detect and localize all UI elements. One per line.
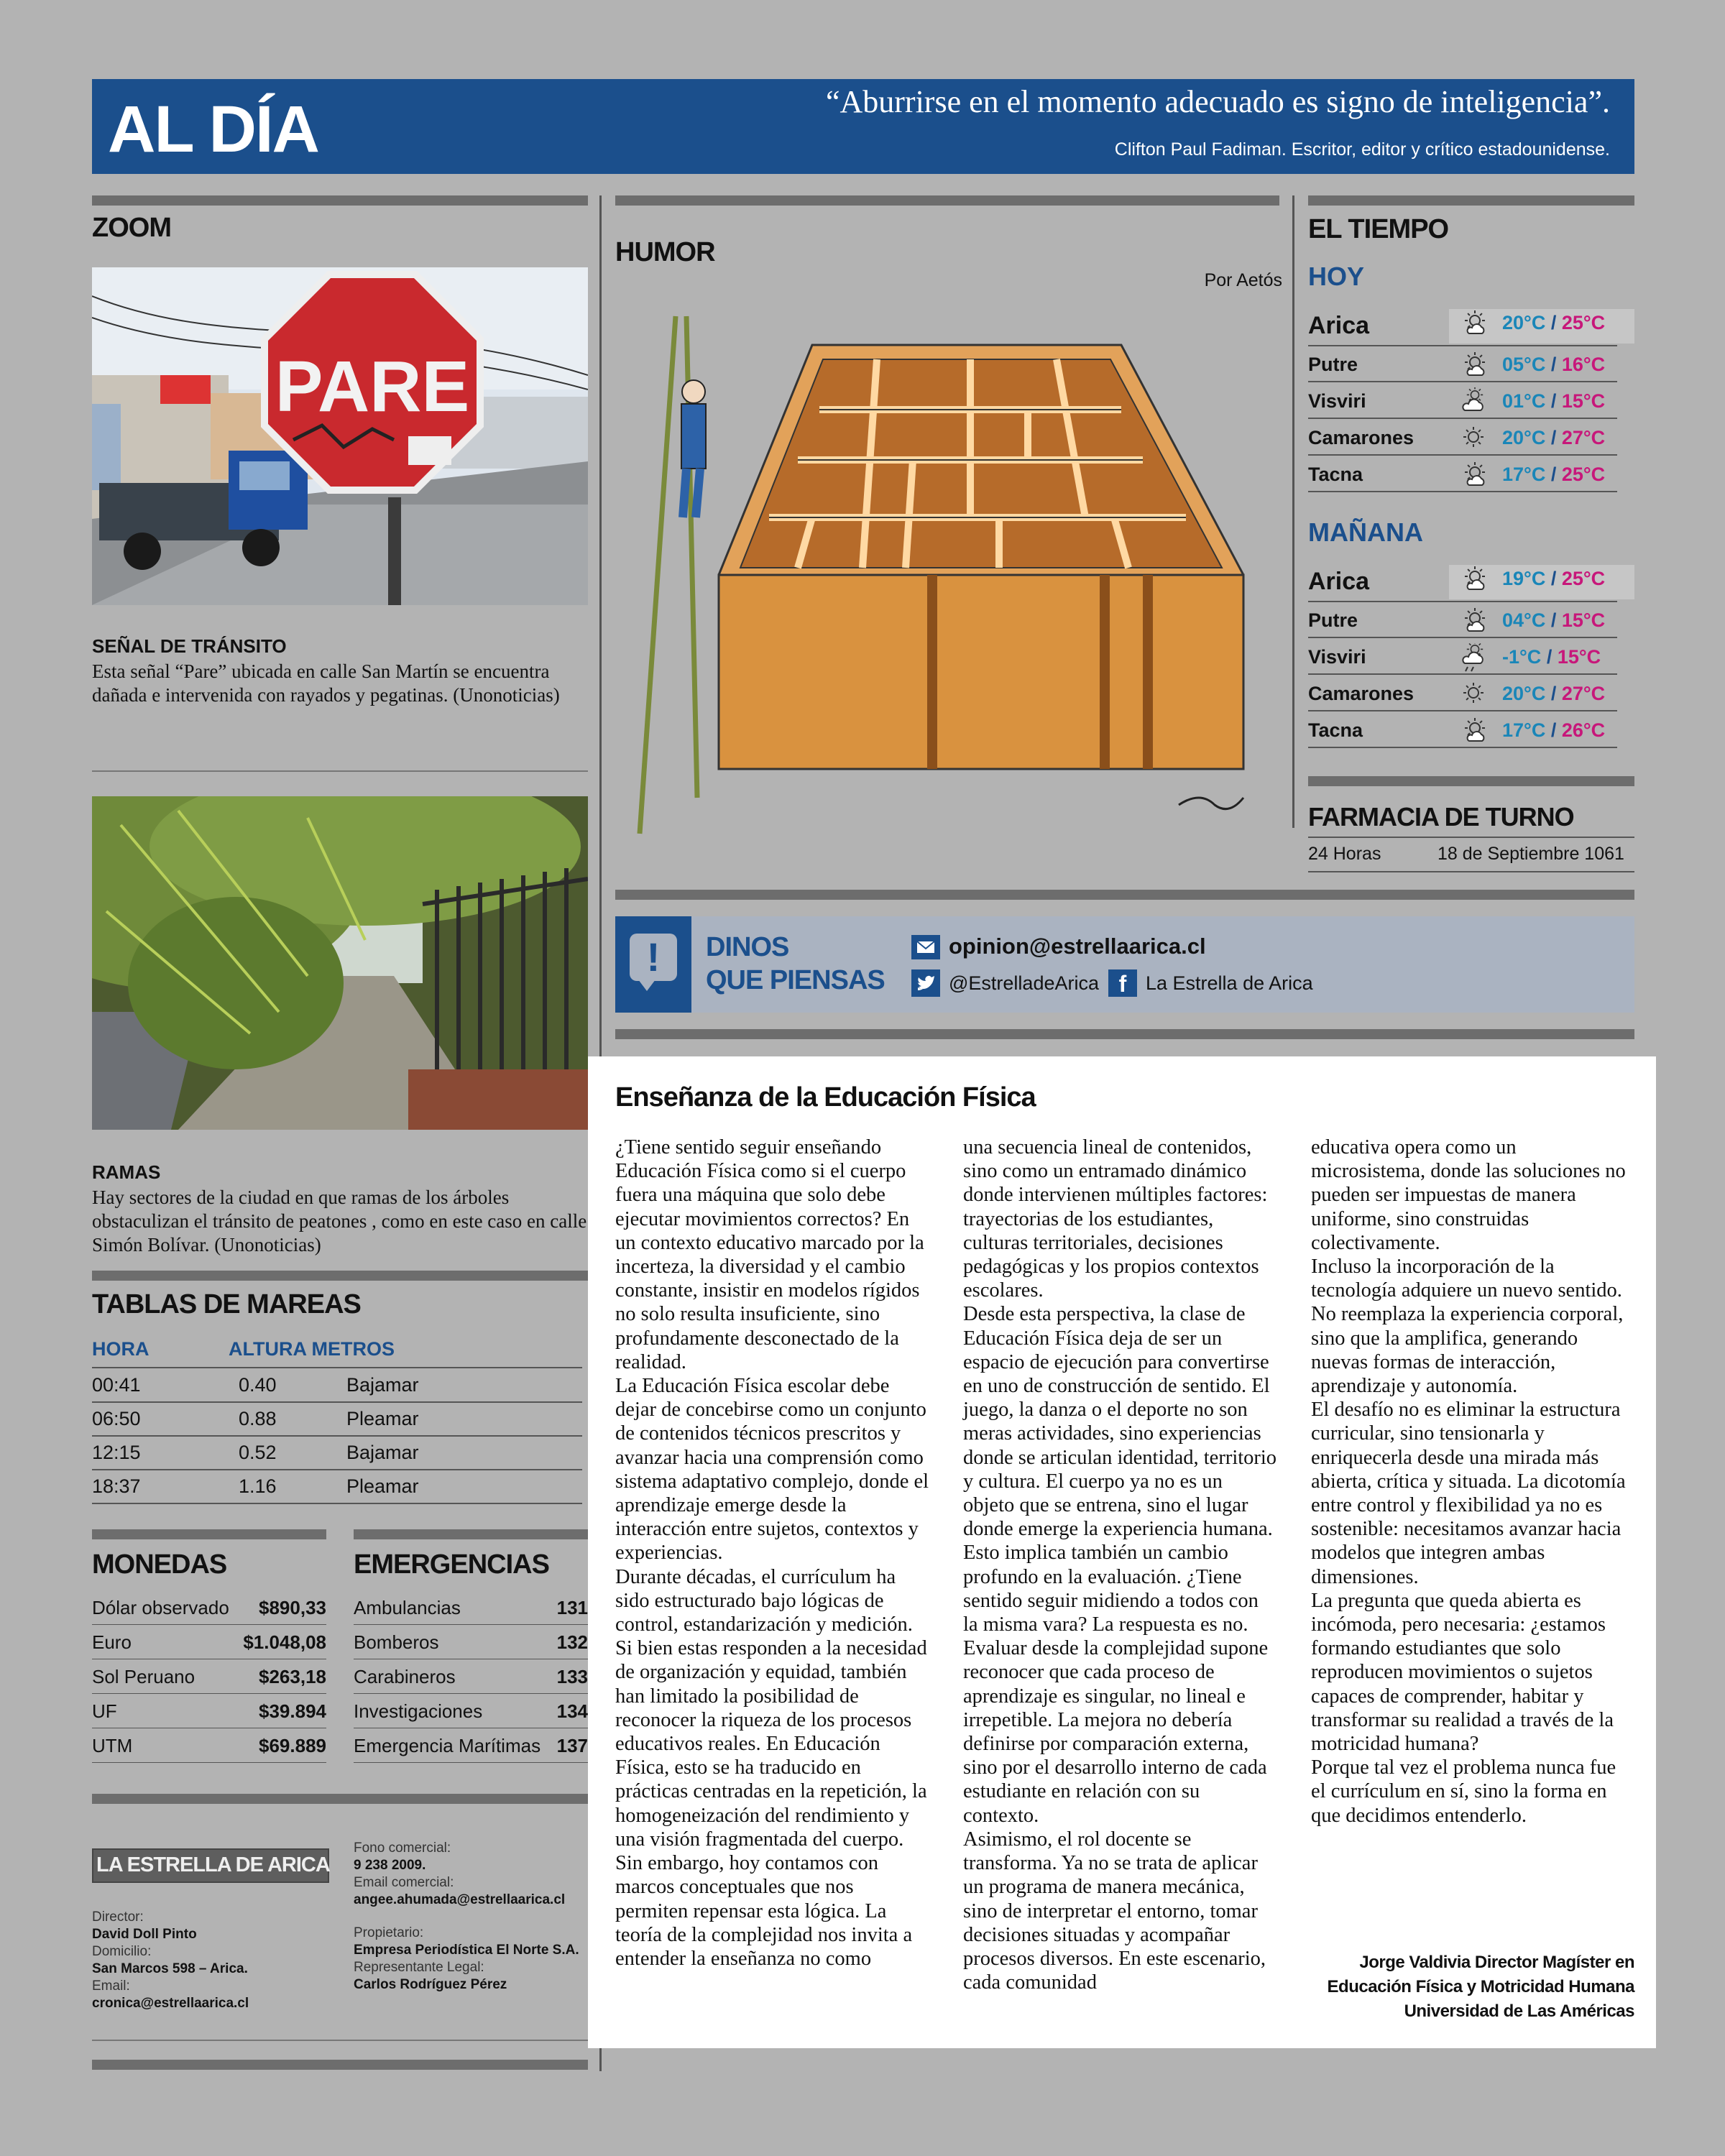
temp-separator: / <box>1545 312 1562 333</box>
masthead-quote: “Aburrirse en el momento adecuado es signo de inteligencia”. <box>825 84 1610 119</box>
humor-heading: HUMOR <box>615 237 715 267</box>
weather-city: Arica <box>1308 568 1370 595</box>
article-paragraph: ¿Tiene sentido seguir enseñando Educación Física como si el cuerpo fuera una máquina que solo debe ejecutar movimientos correctos? En un contexto educativo marcado por la incerteza, la diversidad y el cambio constante, insistir en modelos rígidos no solo resulta insuficiente, sino profundamente desconectado de la realidad. <box>615 1136 924 1373</box>
article-paragraph: educativa opera como un microsistema, donde las soluciones no pueden ser impuestas de manera uniforme, sino construidas colectivamente. <box>1311 1136 1626 1254</box>
row-line <box>92 1435 582 1437</box>
weather-today-label: HOY <box>1308 262 1365 291</box>
dinos-email[interactable]: opinion@estrellaarica.cl <box>949 934 1206 959</box>
currency-value: $69.889 <box>259 1735 326 1756</box>
emergency-label: Investigaciones <box>354 1700 483 1722</box>
currency-value: $1.048,08 <box>243 1631 326 1653</box>
section-rule <box>92 195 588 206</box>
currency-value: $39.894 <box>259 1700 326 1722</box>
fono: 9 238 2009. <box>354 1858 426 1873</box>
temp-max: 15°C <box>1561 390 1606 412</box>
row-line <box>1308 710 1617 711</box>
article-column-1 <box>615 1135 930 1971</box>
sun-icon <box>1459 680 1488 709</box>
director-label: Director: <box>92 1909 144 1925</box>
temp-min: 20°C <box>1502 683 1546 704</box>
row-line <box>1308 637 1617 638</box>
partly-sunny-icon <box>1459 351 1488 379</box>
row-line <box>92 1367 582 1368</box>
temp-separator: / <box>1545 683 1562 704</box>
representante-label: Representante Legal: <box>354 1960 484 1975</box>
section-rule <box>615 1029 1634 1039</box>
currency-label: Sol Peruano <box>92 1666 196 1687</box>
propietario-label: Propietario: <box>354 1925 424 1940</box>
tides-col-altura: ALTURA METROS <box>229 1338 395 1360</box>
director-name: David Doll Pinto <box>92 1927 197 1942</box>
tide-type: Pleamar <box>346 1408 419 1429</box>
row-line <box>92 1762 326 1763</box>
section-rule <box>615 890 1634 900</box>
caption-title: RAMAS <box>92 1161 161 1183</box>
article-paragraph: Incluso la incorporación de la tecnología adquiere un nuevo sentido. No reemplaza la experiencia corporal, sino que la amplifica, generando nuevas formas de interacción, aprendizaje y autonomía. <box>1311 1256 1624 1398</box>
section-rule <box>615 195 1279 206</box>
weather-temp <box>1502 427 1605 449</box>
caption-title: SEÑAL DE TRÁNSITO <box>92 635 287 657</box>
twitter-icon <box>911 969 940 997</box>
partly-sunny-icon <box>1459 717 1488 745</box>
article-paragraph: El desafío no es eliminar la estructura curricular, sino tensionarla y enriquecerla desde una mirada más abierta, crítica y situada. La dicotomía entre control y flexibilidad ya no es sostenible: necesitamos avanzar hacia modelos que integren ambas dimensiones. <box>1311 1399 1626 1588</box>
partly-sunny-icon <box>1459 461 1488 489</box>
weather-temp <box>1502 312 1605 334</box>
weather-city: Camarones <box>1308 683 1414 704</box>
sun-icon <box>1459 424 1488 453</box>
domicilio-label: Domicilio: <box>92 1944 152 1959</box>
speech-bubble-icon: ! <box>630 934 677 981</box>
temp-min: 17°C <box>1502 719 1546 741</box>
temp-max: 25°C <box>1561 312 1606 333</box>
weather-temp <box>1502 568 1605 590</box>
emergency-label: Emergencia Marítimas <box>354 1735 541 1756</box>
footer-email[interactable]: cronica@estrellaarica.cl <box>92 1996 249 2011</box>
temp-min: -1°C <box>1502 646 1542 668</box>
partly-sunny-icon <box>1459 565 1488 594</box>
weather-temp <box>1502 609 1605 632</box>
stop-sign-text: PARE <box>275 346 470 427</box>
article-column-2 <box>963 1135 1278 1994</box>
article-paragraph: Sin embargo, hoy contamos con marcos conceptuales que nos permiten repensar esta lógica. La teoría de la complejidad nos invita a entender la enseñanza no como <box>615 1852 913 1970</box>
tide-height: 0.40 <box>239 1374 277 1396</box>
weather-city: Arica <box>1308 312 1370 339</box>
dinos-icon-box <box>615 916 691 1013</box>
emergency-number: 133 <box>556 1666 588 1687</box>
article-paragraph: La Educación Física escolar debe dejar de concebirse como un conjunto de contenidos técnicos prescritos y avanzar hacia una comprensión como sistema adaptativo complejo, donde el aprendizaje emerge desde la interacción entre sujetos, contextos y experiencias. <box>615 1375 929 1565</box>
divider <box>92 770 588 772</box>
dinos-title-line1: DINOS <box>706 932 789 962</box>
column-divider <box>1292 195 1294 828</box>
temp-min: 17°C <box>1502 464 1546 485</box>
article-signature: Jorge Valdivia Director Magíster en Educación Física y Motricidad Humana Universidad de Las Américas <box>1327 1953 1634 2021</box>
weather-city: Putre <box>1308 609 1358 631</box>
email-label: Email: <box>92 1978 130 1994</box>
temp-separator: / <box>1545 464 1562 485</box>
currency-label: UF <box>92 1700 117 1722</box>
row-line <box>92 1624 326 1625</box>
emergency-label: Ambulancias <box>354 1597 461 1618</box>
email-icon <box>911 935 940 959</box>
emergency-label: Bomberos <box>354 1631 439 1653</box>
temp-max: 16°C <box>1561 354 1606 375</box>
article-title: Enseñanza de la Educación Física <box>615 1082 1036 1112</box>
representante: Carlos Rodríguez Pérez <box>354 1977 507 1992</box>
row-line <box>354 1693 588 1694</box>
facebook-icon: f <box>1108 969 1137 997</box>
article-paragraph: Asimismo, el rol docente se transforma. Ya no se trata de aplicar un programa de manera mecánica, sino de interpretar el entorno, tomar decisiones situadas y acompañar procesos diversos. En este escenario, cada comunidad <box>963 1828 1266 1994</box>
logo-text: LA ESTRELLA DE ARICA <box>96 1853 330 1876</box>
temp-separator: / <box>1545 354 1562 375</box>
row-line <box>92 1693 326 1694</box>
emergency-number: 134 <box>556 1700 588 1722</box>
tide-time: 12:15 <box>92 1442 141 1463</box>
row-line <box>1308 418 1617 419</box>
section-rule <box>354 1529 588 1539</box>
tide-type: Bajamar <box>346 1374 419 1396</box>
weather-city: Putre <box>1308 354 1358 375</box>
temp-max: 27°C <box>1561 427 1606 448</box>
weather-temp <box>1502 646 1601 668</box>
article-paragraph: Esto implica también un cambio profundo en la evaluación. ¿Tiene sentido seguir midiendo a todos con la misma vara? La respuesta es no. Evaluar desde la complejidad supone reconocer que cada proceso de aprendizaje es singular, no lineal e irrepetible. La mejora no debería definirse por comparación externa, sino por el desarrollo interno de cada estudiante en relación con su contexto. <box>963 1542 1269 1827</box>
section-rule <box>92 1794 588 1804</box>
row-line <box>92 1469 582 1470</box>
fono-label: Fono comercial: <box>354 1841 451 1856</box>
row-line <box>1308 381 1617 382</box>
tide-height: 0.88 <box>239 1408 277 1429</box>
temp-max: 27°C <box>1561 683 1606 704</box>
currency-value: $263,18 <box>259 1666 326 1687</box>
row-line <box>1308 491 1617 492</box>
tides-col-hora: HORA <box>92 1338 150 1360</box>
email-comercial[interactable]: angee.ahumada@estrellaarica.cl <box>354 1892 566 1907</box>
temp-max: 25°C <box>1561 568 1606 589</box>
row-line <box>1308 454 1617 456</box>
row-line <box>1308 837 1634 838</box>
tide-time: 18:37 <box>92 1475 141 1497</box>
article-paragraph: La pregunta que queda abierta es incómoda, pero necesaria: ¿estamos formando estudiantes que solo reproducen movimientos o sujetos capaces de comprender, habitar y transformar su realidad a través de la motricidad humana? <box>1311 1589 1614 1756</box>
section-rule <box>1308 776 1634 786</box>
zoom-heading: ZOOM <box>92 213 171 243</box>
temp-max: 26°C <box>1561 719 1606 741</box>
cloudy-sun-icon <box>1459 387 1488 416</box>
opinion-article <box>588 1056 1656 2048</box>
article-paragraph: Durante décadas, el currículum ha sido estructurado bajo lógicas de control, estandarización y medición. Si bien estas responden a la necesidad de organización y equidad, también han limitado la posibilidad de reconocer la riqueza de los procesos educativos reales. En Educación Física, esto se ha traducido en prácticas centradas en la repetición, la homogeneización del rendimiento y una visión fragmentada del cuerpo. <box>615 1565 927 1851</box>
weather-temp <box>1502 390 1605 413</box>
section-rule <box>92 1271 588 1281</box>
row-line <box>1308 871 1634 872</box>
currency-label: UTM <box>92 1735 133 1756</box>
weather-city: Visviri <box>1308 390 1366 412</box>
row-line <box>1308 601 1617 602</box>
weather-city: Visviri <box>1308 646 1366 668</box>
temp-min: 04°C <box>1502 609 1546 631</box>
pharmacy-address: 18 de Septiembre 1061 <box>1438 844 1624 864</box>
weather-temp <box>1502 719 1605 742</box>
branches-photo <box>92 796 588 1130</box>
row-line <box>92 1503 582 1504</box>
tide-time: 00:41 <box>92 1374 141 1396</box>
masthead-banner <box>92 79 1634 174</box>
row-line <box>1308 673 1617 675</box>
temp-separator: / <box>1545 427 1562 448</box>
temp-separator: / <box>1545 719 1562 741</box>
dinos-twitter[interactable]: @EstrelladeArica <box>949 972 1099 994</box>
row-line <box>354 1762 588 1763</box>
weather-heading: EL TIEMPO <box>1308 214 1449 244</box>
section-rule <box>1308 195 1634 206</box>
section-rule <box>92 1529 326 1539</box>
tides-heading: TABLAS DE MAREAS <box>92 1289 361 1319</box>
temp-min: 20°C <box>1502 312 1546 333</box>
currency-label: Dólar observado <box>92 1597 229 1618</box>
tide-height: 0.52 <box>239 1442 277 1463</box>
temp-max: 15°C <box>1557 646 1601 668</box>
temp-separator: / <box>1545 568 1562 589</box>
currency-label: Euro <box>92 1631 132 1653</box>
dinos-facebook[interactable]: La Estrella de Arica <box>1146 972 1313 994</box>
section-title: AL DÍA <box>108 93 318 166</box>
caption-text: Hay sectores de la ciudad en que ramas de los árboles obstaculizan el tránsito de peatones , como en este caso en calle Simón Bolívar. (Unonoticias) <box>92 1187 587 1256</box>
section-rule <box>92 2060 588 2070</box>
weather-temp <box>1502 464 1605 486</box>
tide-height: 1.16 <box>239 1475 277 1497</box>
temp-max: 25°C <box>1561 464 1606 485</box>
partly-sunny-icon <box>1459 309 1488 338</box>
row-line <box>92 1401 582 1403</box>
partly-sunny-icon <box>1459 607 1488 635</box>
dinos-title-line2: QUE PIENSAS <box>706 965 885 995</box>
emergency-number: 131 <box>556 1597 588 1618</box>
domicilio: San Marcos 598 – Arica. <box>92 1961 248 1976</box>
article-paragraph: Porque tal vez el problema nunca fue el currículum en sí, sino la forma en que decidimos entenderlo. <box>1311 1756 1616 1827</box>
weather-temp <box>1502 354 1605 376</box>
rain-sun-icon <box>1459 643 1488 672</box>
emergency-number: 137 <box>556 1735 588 1756</box>
row-line <box>354 1624 588 1625</box>
weather-city: Tacna <box>1308 719 1363 741</box>
dinos-banner <box>615 916 1634 1013</box>
currencies-heading: MONEDAS <box>92 1549 227 1580</box>
temp-max: 15°C <box>1561 609 1606 631</box>
weather-temp <box>1502 683 1605 705</box>
row-line <box>1308 747 1617 748</box>
currency-value: $890,33 <box>259 1597 326 1618</box>
emergency-number: 132 <box>556 1631 588 1653</box>
emergencies-heading: EMERGENCIAS <box>354 1549 549 1580</box>
maze-cartoon <box>625 302 1272 848</box>
tide-type: Bajamar <box>346 1442 419 1463</box>
caption-text: Esta señal “Pare” ubicada en calle San Martín se encuentra dañada e intervenida con rayados y pegatinas. (Unonoticias) <box>92 660 560 706</box>
cartoon-credit: Por Aetós <box>1204 270 1282 290</box>
pharmacy-hours: 24 Horas <box>1308 844 1381 864</box>
article-paragraph: una secuencia lineal de contenidos, sino como un entramado dinámico donde intervienen múltiples factores: trayectorias de los estudiantes, culturas territoriales, decisiones pedagógicas y los propios contextos escolares. <box>963 1136 1268 1302</box>
stop-sign-photo <box>92 267 588 605</box>
weather-tomorrow-label: MAÑANA <box>1308 517 1423 547</box>
email-comercial-label: Email comercial: <box>354 1875 454 1890</box>
temp-min: 19°C <box>1502 568 1546 589</box>
weather-city: Camarones <box>1308 427 1414 448</box>
temp-separator: / <box>1541 646 1558 668</box>
pharmacy-heading: FARMACIA DE TURNO <box>1308 802 1574 831</box>
article-paragraph: Desde esta perspectiva, la clase de Educación Física deja de ser un espacio de ejecución para convertirse en uno de construcción de sentido. El juego, la danza o el deporte no son meras actividades, sino experiencias donde se articulan identidad, territorio y cultura. El cuerpo ya no es un objeto que se entrena, sino el lugar donde emerge la experiencia humana. <box>963 1303 1277 1541</box>
tide-type: Pleamar <box>346 1475 419 1497</box>
temp-min: 20°C <box>1502 427 1546 448</box>
temp-separator: / <box>1545 609 1562 631</box>
emergency-label: Carabineros <box>354 1666 456 1687</box>
quote-author: Clifton Paul Fadiman. Escritor, editor y crítico estadounidense. <box>1114 139 1610 160</box>
newspaper-logo <box>92 1848 329 1883</box>
row-line <box>1308 345 1617 346</box>
temp-min: 01°C <box>1502 390 1546 412</box>
tide-time: 06:50 <box>92 1408 141 1429</box>
divider <box>92 2040 588 2041</box>
propietario: Empresa Periodística El Norte S.A. <box>354 1943 579 1958</box>
article-column-3 <box>1311 1135 1627 1828</box>
weather-city: Tacna <box>1308 464 1363 485</box>
temp-separator: / <box>1545 390 1562 412</box>
temp-min: 05°C <box>1502 354 1546 375</box>
